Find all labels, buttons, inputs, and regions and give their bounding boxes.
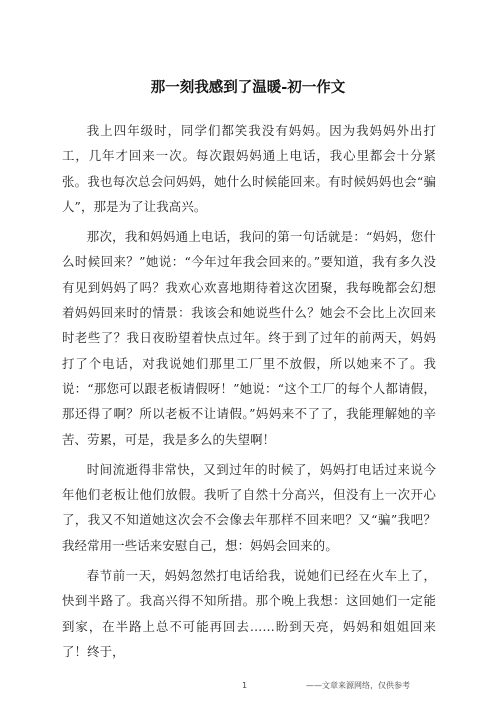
document-title: 那一刻我感到了温暖-初一作文 <box>150 80 346 96</box>
paragraph: 我上四年级时，同学们都笑我没有妈妈。因为我妈妈外出打工，几年才回来一次。每次跟妈妈通上电话，我心里都会十分紧张。我也每次总会问妈妈，她什么时候能回来。有时候妈妈也会“骗人”，那是为了让我高兴。 <box>62 123 436 214</box>
page-footer <box>0 679 496 693</box>
paragraph: 时间流逝得非常快，又到过年的时候了，妈妈打电话过来说今年他们老板让他们放假。我听了自然十分高兴，但没有上一次开心了，我又不知道她这次会不会像去年那样不回来吧？又“骗”我吧？我经常用一些话来安慰自己，想：妈妈会回来的。 <box>62 461 436 553</box>
page-number: 1 <box>242 681 248 690</box>
paragraph: 那次，我和妈妈通上电话，我问的第一句话就是：“妈妈，您什么时候回来？”她说：“今年过年我会回来的。”要知道，我有多久没有见到妈妈了吗？我欢心欢喜地期待着这次团聚，我每晚都会幻想着妈妈回来时的情景：我该会和她说些什么？她会不会比上次回来时老些了？我日夜盼望着快点过年。终于到了过年的前两天，妈妈打了个电话，对我说她们那里工厂里不放假，所以她来不了。我说：“那您可以跟老板请假呀！”她说：“这个工厂的每个人都请假，那还得了啊？所以老板不让请假。”妈妈来不了了，我能理解她的辛苦、劳累，可是，我是多么的失望啊！ <box>62 229 436 447</box>
source-note: ——文章来源网络，仅供参考 <box>306 681 410 690</box>
document-body <box>62 118 436 669</box>
paragraph: 春节前一天，妈妈忽然打电话给我，说她们已经在火车上了，快到半路了。我高兴得不知所措。那个晚上我想：这回她们一定能到家，在半路上总不可能再回去……盼到天亮，妈妈和姐姐回来了！终于， <box>62 568 436 659</box>
